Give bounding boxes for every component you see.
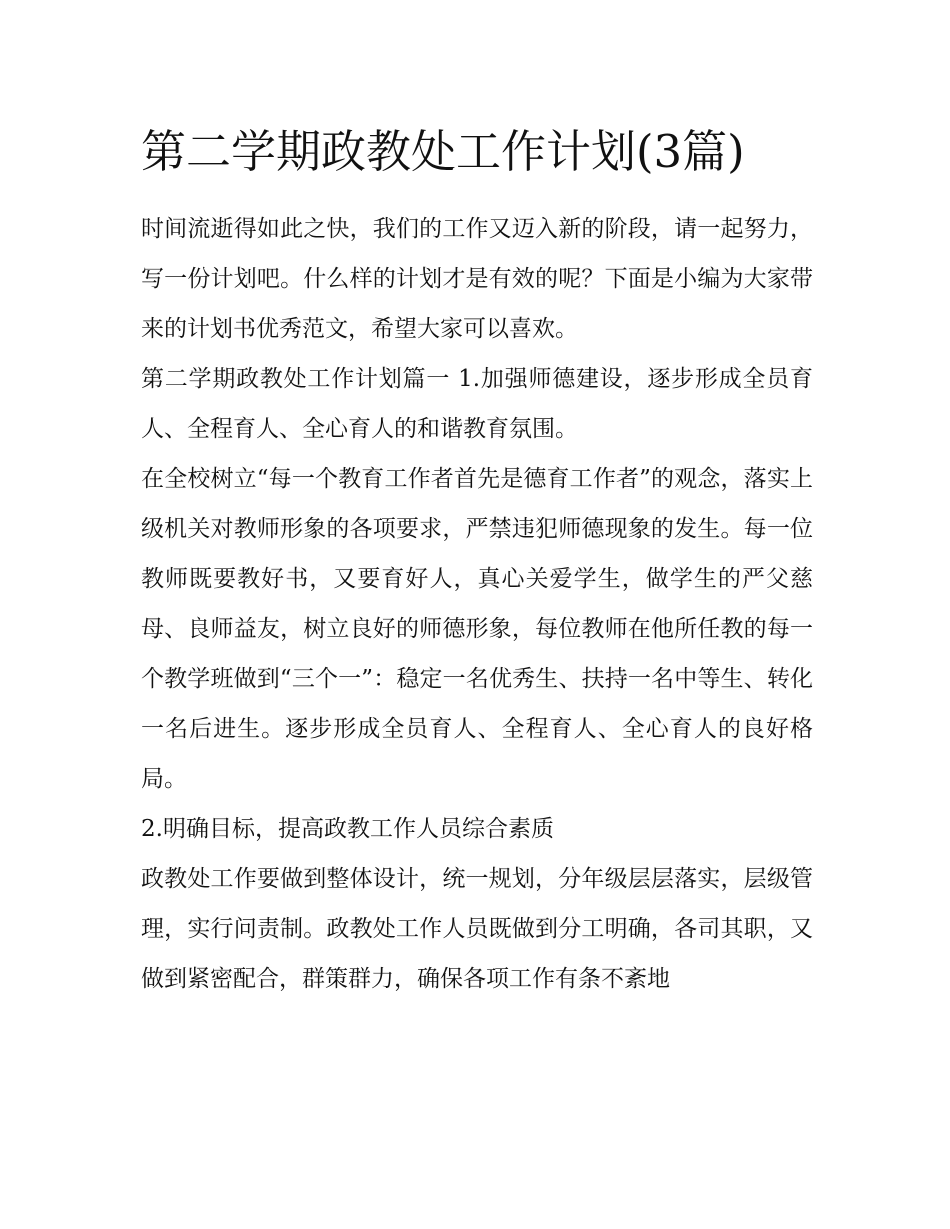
paragraph-intro: 时间流逝得如此之快，我们的工作又迈入新的阶段，请一起努力，写一份计划吧。什么样的计划才是有效的呢？下面是小编为大家带来的计划书优秀范文，希望大家可以喜欢。 — [141, 216, 813, 342]
paragraph-section-two-heading: 2.明确目标，提高政教工作人员综合素质 — [141, 816, 554, 842]
paragraph-teacher-ethics: 在全校树立“每一个教育工作者首先是德育工作者”的观念，落实上级机关对教师形象的各项要求，严禁违犯师德现象的发生。每一位教师既要教好书，又要育好人，真心关爱学生，做学生的严父慈母、良师益友，树立良好的师德形象，每位教师在他所任教的每一个教学班做到“三个一”：稳定一名优秀生、扶持一名中等生、转化一名后进生。逐步形成全员育人、全程育人、全心育人的良好格局。 — [141, 466, 813, 792]
document-page — [141, 112, 813, 1004]
document-title: 第二学期政教处工作计划(3篇) — [141, 125, 745, 178]
paragraph-section-two-body: 政教处工作要做到整体设计，统一规划，分年级层层落实，层级管理，实行问责制。政教处工作人员既做到分工明确，各司其职，又做到紧密配合，群策群力，确保各项工作有条不紊地 — [141, 866, 813, 992]
paragraph-section-one: 第二学期政教处工作计划篇一 1.加强师德建设，逐步形成全员育人、全程育人、全心育人的和谐教育氛围。 — [141, 366, 813, 442]
document-body — [141, 204, 813, 1004]
